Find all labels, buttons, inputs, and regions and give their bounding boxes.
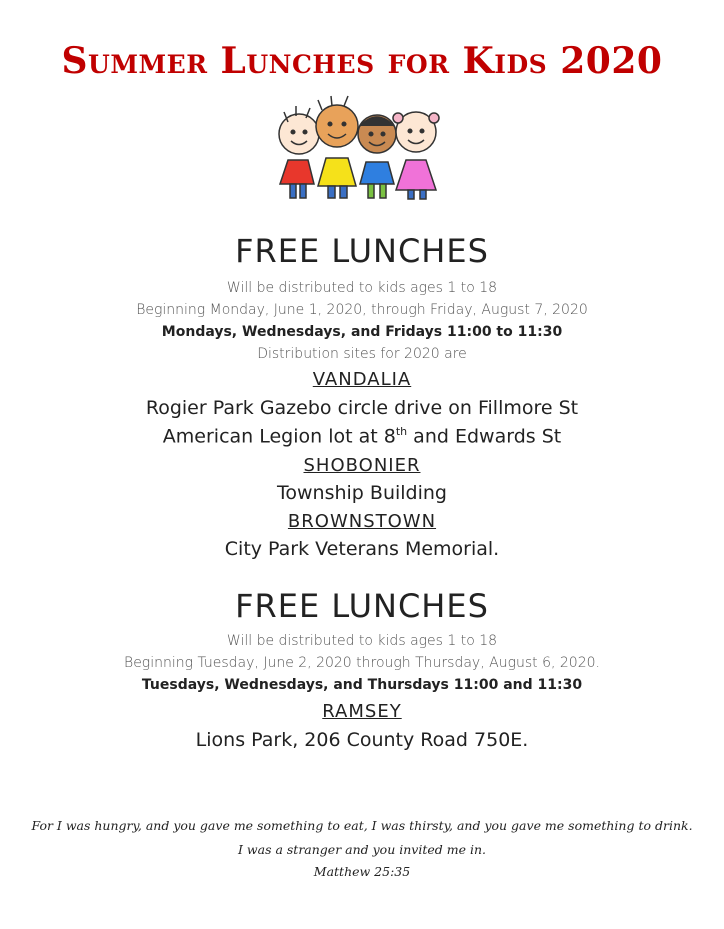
ramsey-location: Lions Park, 206 County Road 750E. (195, 729, 529, 751)
section1-sites-intro: Distribution sites for 2020 are (257, 346, 467, 362)
vandalia-location-2-end: and Edwards St (407, 425, 562, 448)
kids-illustration (274, 92, 444, 204)
section1-days: Mondays, Wednesdays, and Fridays 11:00 to 11:30 (161, 324, 563, 340)
vandalia-location-2 (0, 425, 724, 447)
section2-days: Tuesdays, Wednesdays, and Thursdays 11:00 and 11:30 (141, 677, 583, 693)
site-ramsey: RAMSEY (322, 701, 402, 722)
quote-line-1: For I was hungry, and you gave me something to eat, I was thirsty, and you gave me something to drink. (31, 818, 693, 833)
section1-dates: Beginning Monday, June 1, 2020, through Friday, August 7, 2020 (136, 302, 588, 318)
site-shobonier: SHOBONIER (303, 455, 421, 476)
ordinal-suffix: th (395, 425, 408, 438)
quote-citation: Matthew 25:35 (313, 864, 411, 879)
shobonier-location: Township Building (277, 482, 447, 504)
section2-heading: FREE LUNCHES (235, 587, 489, 625)
vandalia-location-1: Rogier Park Gazebo circle drive on Fillmore St (145, 397, 579, 419)
vandalia-location-2-text: American Legion lot at 8 (162, 425, 396, 448)
section1-heading: FREE LUNCHES (235, 232, 489, 270)
section2-dates: Beginning Tuesday, June 2, 2020 through Thursday, August 6, 2020. (124, 655, 600, 671)
site-brownstown: BROWNSTOWN (287, 511, 437, 532)
quote-line-2: I was a stranger and you invited me in. (238, 842, 486, 857)
site-vandalia: VANDALIA (312, 369, 412, 390)
section2-ages: Will be distributed to kids ages 1 to 18 (226, 633, 498, 649)
section1-ages: Will be distributed to kids ages 1 to 18 (226, 280, 498, 296)
flyer-title: Summer Lunches for Kids 2020 (61, 40, 663, 82)
brownstown-location: City Park Veterans Memorial. (224, 538, 500, 560)
